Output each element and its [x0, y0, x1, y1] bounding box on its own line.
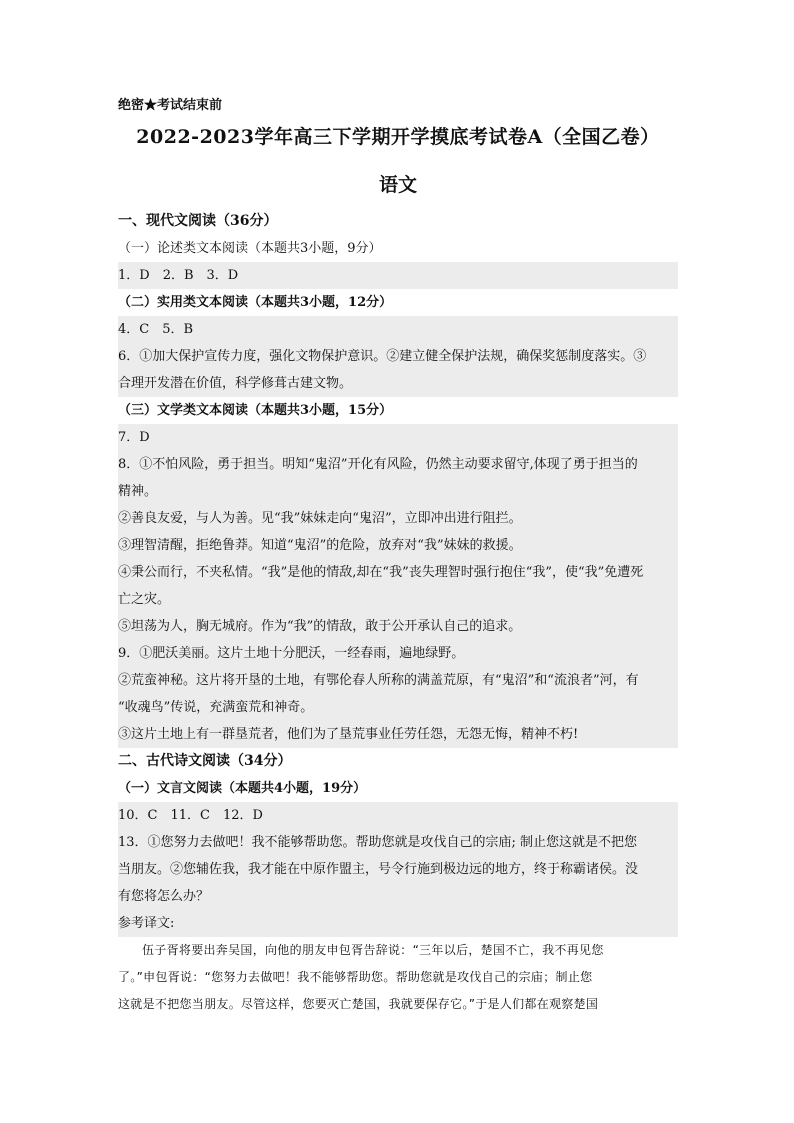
subject-title: 语文 — [378, 174, 417, 196]
reference-translation-label: 参考译文: — [118, 910, 678, 937]
answer-q13-line-3: 有您将怎么办？ — [118, 883, 678, 910]
answer-sheet — [118, 96, 678, 1018]
answer-q8-line-7: ⑤坦荡为人，胸无城府。作为“我”的情敌，敢于公开承认自己的追求。 — [118, 613, 678, 640]
answer-line-1-3: 1．D 2．B 3．D — [118, 262, 678, 289]
subsection-2-1-heading: （一）文言文阅读（本题共4小题，19分） — [118, 781, 367, 796]
answer-line-4-5: 4．C 5．B — [118, 316, 678, 343]
answer-q13-line-1: 13．①您努力去做吧！我不能够帮助您。帮助您就是攻伐自己的宗庙; 制止您这就是不把您 — [118, 829, 678, 856]
section-2-heading: 二、古代诗文阅读（34分） — [118, 753, 292, 769]
answer-q8-line-5: ④秉公而行，不夹私情。“我”是他的情敌,却在“我”丧失理智时强行抱住“我”，使“我”免遭死 — [118, 559, 678, 586]
answer-q13-line-2: 当朋友。②您辅佐我，我才能在中原作盟主，号令行施到极边远的地方，终于称霸诸侯。没 — [118, 856, 678, 883]
answer-q6-line-2: 合理开发潜在价值，科学修葺古建文物。 — [118, 370, 678, 397]
answer-q8-line-1: 8．①不怕风险，勇于担当。明知“鬼沼”开化有风险，仍然主动要求留守,体现了勇于担当的 — [118, 451, 678, 478]
answer-q8-line-3: ②善良友爱，与人为善。见“我”妹妹走向“鬼沼”，立即冲出进行阻拦。 — [118, 505, 678, 532]
answer-q8-line-2: 精神。 — [118, 478, 678, 505]
translation-line-1: 伍子胥将要出奔吴国，向他的朋友申包胥告辞说：“三年以后，楚国不亡，我不再见您 — [142, 943, 604, 957]
exam-title: 2022-2023学年高三下学期开学摸底考试卷A（全国乙卷） — [136, 126, 660, 148]
answer-q7: 7．D — [118, 424, 678, 451]
answer-q9-line-1: 9．①肥沃美丽。这片土地十分肥沃，一经春雨，遍地绿野。 — [118, 640, 678, 667]
answer-q8-line-6: 亡之灾。 — [118, 586, 678, 613]
translation-line-2: 了。”申包胥说：“您努力去做吧！我不能够帮助您。帮助您就是攻伐自己的宗庙；制止您 — [118, 970, 593, 984]
answer-q9-line-2: ②荒蛮神秘。这片将开垦的土地，有鄂伦春人所称的满盖荒原，有“鬼沼”和“流浪者”河，有 — [118, 667, 678, 694]
answer-line-10-12: 10．C 11．C 12．D — [118, 802, 678, 829]
answer-q9-line-3: “收魂鸟”传说，充满蛮荒和神奇。 — [118, 694, 678, 721]
subsection-1-3-heading: （三）文学类文本阅读（本题共3小题，15分） — [118, 403, 393, 418]
answer-q6-line-1: 6．①加大保护宣传力度，强化文物保护意识。②建立健全保护法规，确保奖惩制度落实。③ — [118, 343, 678, 370]
subsection-1-1-heading: （一）论述类文本阅读（本题共3小题，9分） — [118, 241, 382, 256]
subsection-1-2-heading: （二）实用类文本阅读（本题共3小题，12分） — [118, 295, 393, 310]
confidential-mark: 绝密★考试结束前 — [118, 98, 223, 113]
answer-q9-line-4: ③这片土地上有一群垦荒者，他们为了垦荒事业任劳任怨，无怨无悔，精神不朽! — [118, 721, 678, 748]
answer-q8-line-4: ③理智清醒，拒绝鲁莽。知道“鬼沼”的危险，放弃对“我”妹妹的救援。 — [118, 532, 678, 559]
section-1-heading: 一、现代文阅读（36分） — [118, 213, 278, 229]
translation-line-3: 这就是不把您当朋友。尽管这样，您要灭亡楚国，我就要保存它。”于是人们都在观察楚国 — [118, 997, 599, 1011]
